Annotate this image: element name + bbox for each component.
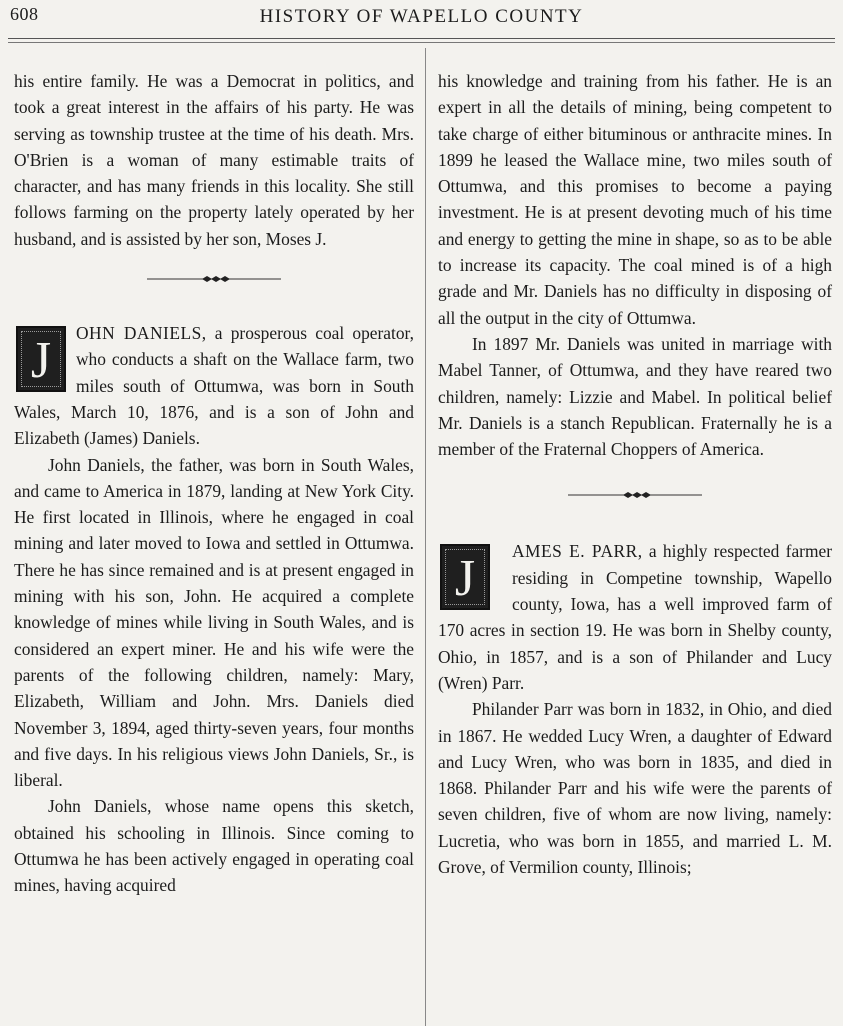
section-ornament	[438, 480, 832, 510]
biography-lead: a prosperous coal operator, who conducts a shaft on the Wallace farm, two miles south of Ottumwa, was born in South Wales, March 10, 1876, and is a son of John and Elizabeth (James) Daniels.	[14, 323, 414, 449]
schooling-paragraph: John Daniels, whose name opens this sketch, obtained his schooling in Illinois. Since coming to Ottumwa he has been actively engaged in operating coal mines, having acquired	[14, 796, 414, 896]
daniels-biography	[14, 320, 414, 451]
page-number: 608	[10, 4, 39, 24]
obrien-paragraph: his entire family. He was a Democrat in politics, and took a great interest in the affairs of his party. He was serving as township trustee at the time of his death. Mrs. O'Brien is a woman of many estimable traits of character, and has many friends in this locality. She still follows farming on the property lately operated by her husband, and is assisted by her son, Moses J.	[14, 71, 414, 249]
biography-name: OHN DANIELS,	[76, 323, 207, 344]
page-header	[0, 0, 843, 40]
parents-paragraph: Philander Parr was born in 1832, in Ohio, and died in 1867. He wedded Lucy Wren, a daughter of Edward and Lucy Wren, who was born in 1835, and died in 1868. Philander Parr and his wife were the parents of seven children, five of whom are now living, namely: Lucretia, who was born in 1855, and married L. M. Grove, of Vermilion county, Illinois;	[438, 699, 832, 878]
header-rule	[8, 38, 835, 43]
right-column	[438, 68, 832, 880]
dropcap-ornament	[16, 326, 66, 392]
dropcap-ornament	[440, 544, 490, 610]
marriage-paragraph: In 1897 Mr. Daniels was united in marriage with Mabel Tanner, of Ottumwa, and they have reared two children, namely: Lizzie and Mabel. In political belief Mr. Daniels is a stanch Republican. Fraternally he is a member of the Fraternal Choppers of America.	[438, 333, 832, 460]
father-paragraph: John Daniels, the father, was born in South Wales, and came to America in 1879, landing at New York City. He first located in Illinois, where he engaged in coal mining and later moved to Iowa and settled in Ottumwa. There he has since remained and is at present engaged in mining with his son, John. He acquired a complete knowledge of mines while living in South Wales, and is considered an expert miner. He and his wife were the parents of the following children, namely: Mary, Elizabeth, William and John. Mrs. Daniels died November 3, 1894, aged thirty-seven years, four months and five days. In his religious views John Daniels, Sr., is liberal.	[14, 454, 414, 791]
parr-biography	[438, 538, 832, 696]
dropcap-letter: J	[454, 550, 476, 608]
left-column	[14, 68, 414, 899]
section-ornament	[14, 264, 414, 294]
column-divider	[425, 48, 426, 1026]
biography-name: AMES E. PARR,	[512, 541, 643, 562]
running-title: HISTORY OF WAPELLO COUNTY	[259, 6, 584, 27]
mining-paragraph: his knowledge and training from his father. He is an expert in all the details of mining, being competent to take charge of either bituminous or anthracite mines. In 1899 he leased the Wallace mine, two miles south of Ottumwa, and this promises to become a paying investment. He is at present devoting much of his time and energy to getting the mine in shape, so as to be able to increase its capacity. The coal mined is of a high grade and Mr. Daniels has no difficulty in disposing of all the output in the city of Ottumwa.	[438, 71, 832, 328]
dropcap-letter: J	[30, 332, 52, 390]
biography-lead: a highly respected farmer residing in Competine township, Wapello county, Iowa, has a well improved farm of 170 acres in section 19. He was born in Shelby county, Ohio, in 1857, and is a son of Philander and Lucy (Wren) Parr.	[438, 541, 832, 693]
